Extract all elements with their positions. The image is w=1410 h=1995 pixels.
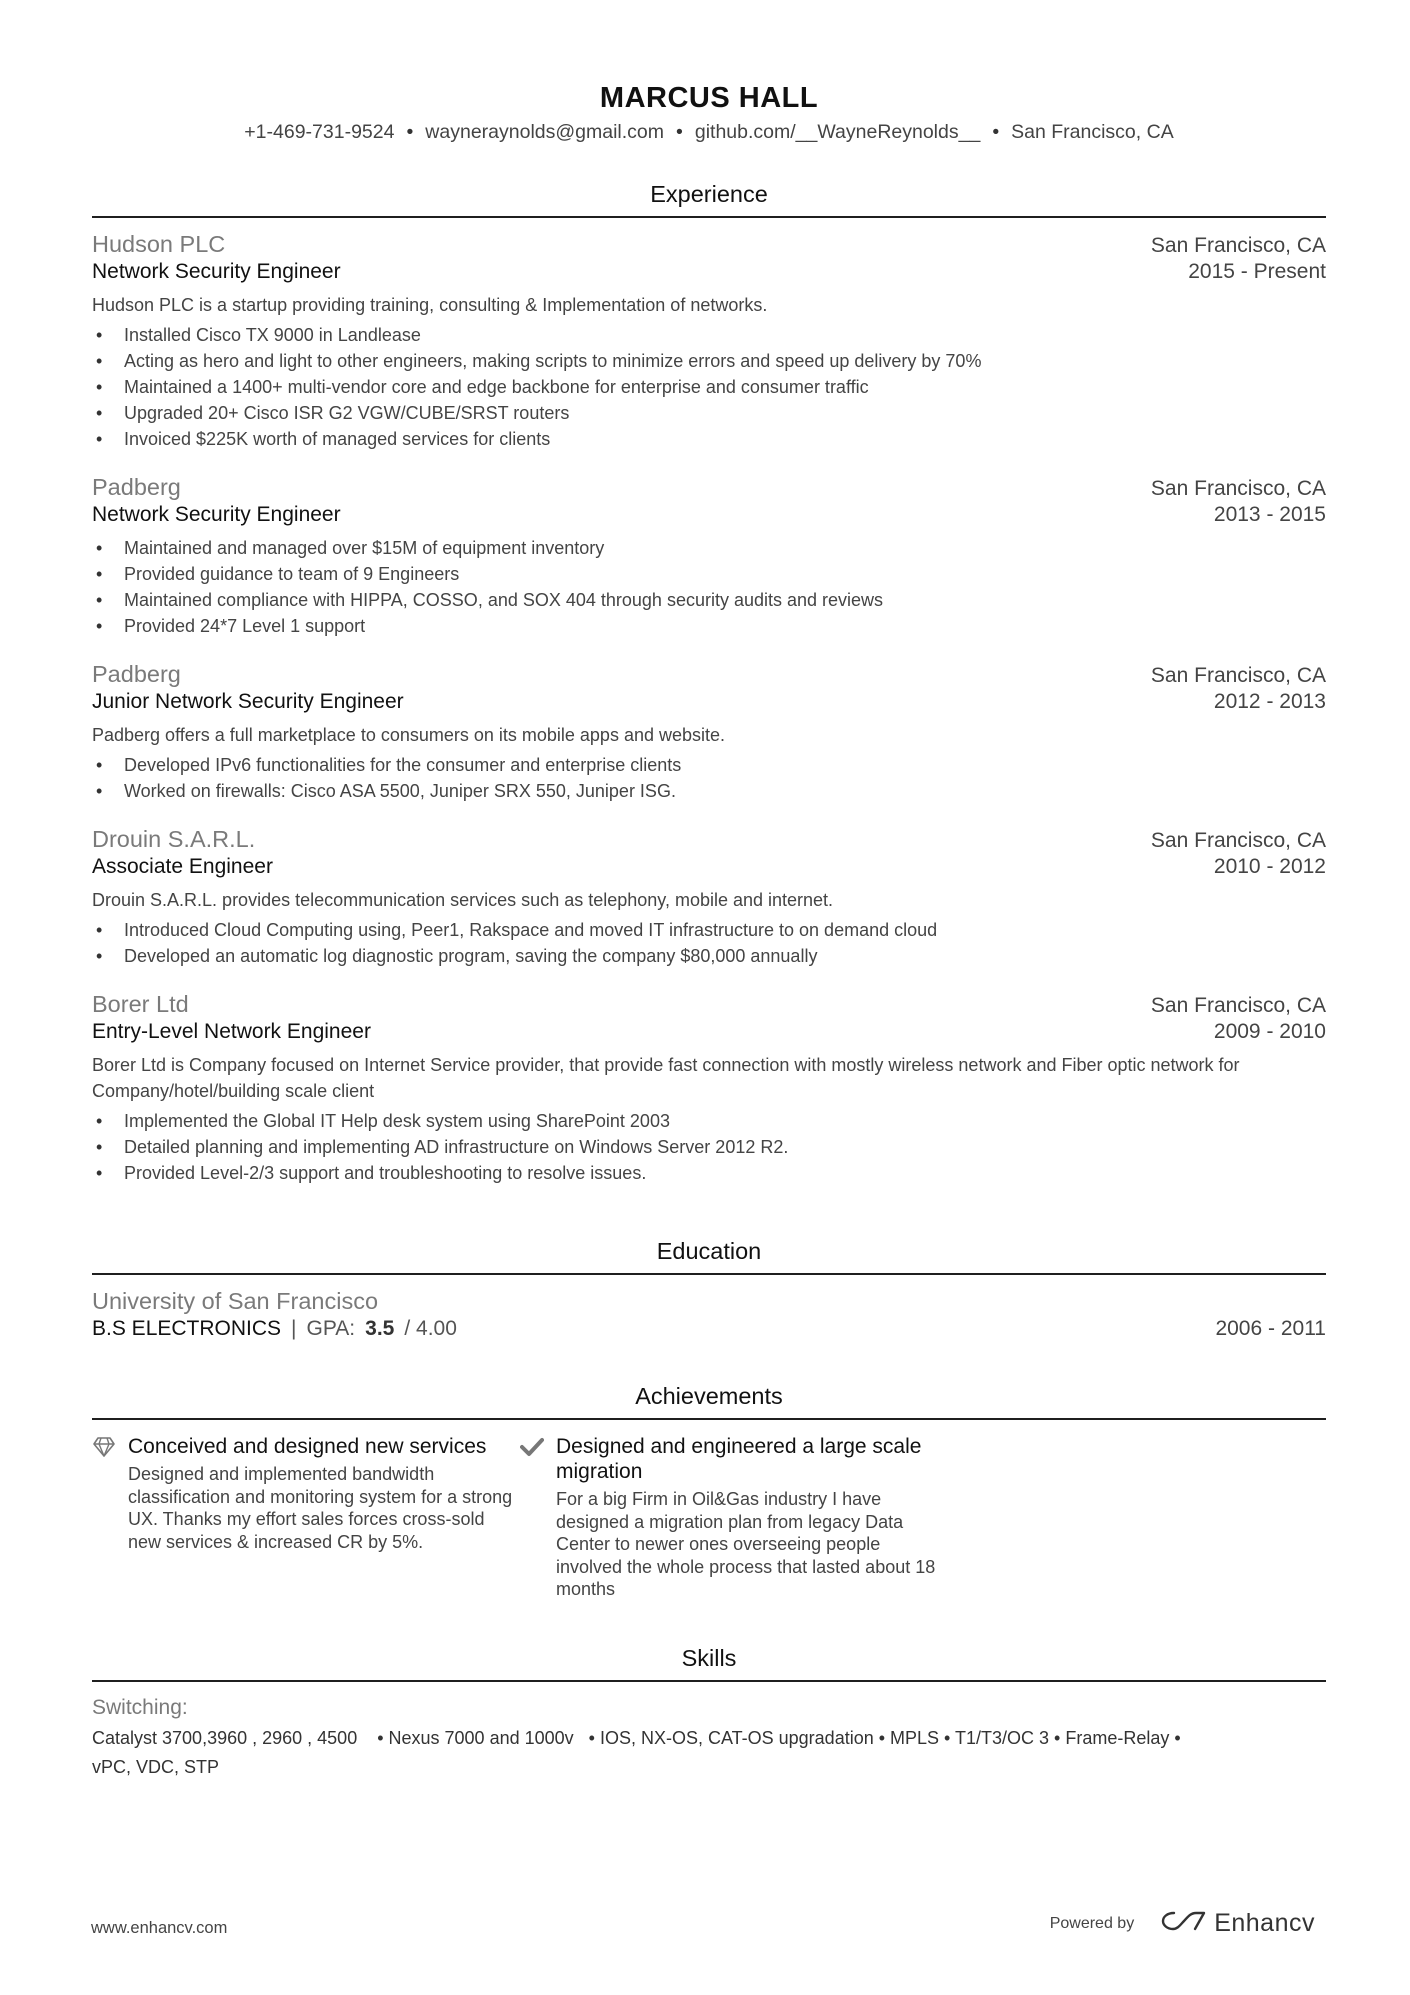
- job-location: San Francisco, CA: [1150, 664, 1326, 687]
- job-title: Network Security Engineer: [92, 260, 341, 283]
- section-title-experience: Experience: [92, 181, 1326, 218]
- github-link[interactable]: github.com/__WayneReynolds__: [694, 121, 981, 143]
- achievement-text: For a big Firm in Oil&Gas industry I have designed a migration plan from legacy Data Center to newer ones overseeing people involved the whole process that lasted about 18 months: [556, 1489, 936, 1599]
- section-title-achievements: Achievements: [92, 1383, 1326, 1420]
- company-description: Hudson PLC is a startup providing training, consulting & Implementation of networks.: [92, 295, 768, 315]
- bullet-list: [92, 752, 1326, 804]
- skill-label: Switching:: [92, 1695, 188, 1719]
- section-title-skills: Skills: [92, 1645, 1326, 1682]
- list-item: • Upgraded 20+ Cisco ISR G2 VGW/CUBE/SRST routers: [92, 400, 1326, 426]
- email[interactable]: wayneraynolds@gmail.com: [425, 121, 665, 143]
- footer-website[interactable]: www.enhancv.com: [91, 1919, 228, 1937]
- list-item: • Implemented the Global IT Help desk system using SharePoint 2003: [92, 1108, 1326, 1134]
- list-item: • Developed an automatic log diagnostic program, saving the company $80,000 annually: [92, 943, 1326, 969]
- bullet-list: [92, 535, 1326, 639]
- achievement-item: [92, 1434, 520, 1601]
- achievement-text: Designed and implemented bandwidth classification and monitoring system for a strong UX. Thanks my effort sales forces cross-sold new services & increased CR by 5%.: [128, 1464, 513, 1552]
- list-item: • Provided Level-2/3 support and troubleshooting to resolve issues.: [92, 1160, 1326, 1186]
- achievements-list: [92, 1434, 1326, 1601]
- degree: B.S ELECTRONICS: [92, 1317, 282, 1340]
- list-item: • Provided 24*7 Level 1 support: [92, 613, 1326, 639]
- list-item: • Invoiced $225K worth of managed services for clients: [92, 426, 1326, 452]
- diamond-icon: [92, 1434, 128, 1601]
- job-title: Network Security Engineer: [92, 503, 341, 526]
- job-location: San Francisco, CA: [1150, 829, 1326, 852]
- company-name: Padberg: [92, 661, 181, 687]
- company-description: Borer Ltd is Company focused on Internet Service provider, that provide fast connection with mostly wireless network and Fiber optic network for Company/hotel/building scale client: [92, 1055, 1240, 1101]
- experience-item: [92, 991, 1326, 1186]
- list-item: • Acting as hero and light to other engineers, making scripts to minimize errors and speed up delivery by 70%: [92, 348, 1326, 374]
- skill-list: [92, 1724, 1326, 1782]
- bullet-list: [92, 917, 1326, 969]
- powered-by-label: Powered by: [1049, 1914, 1135, 1932]
- experience-item: [92, 661, 1326, 804]
- company-name: Drouin S.A.R.L.: [92, 826, 256, 852]
- list-item: • Introduced Cloud Computing using, Peer1, Rakspace and moved IT infrastructure to on demand cloud: [92, 917, 1326, 943]
- achievement-title: Conceived and designed new services: [128, 1435, 487, 1458]
- job-location: San Francisco, CA: [1150, 477, 1326, 500]
- job-location: San Francisco, CA: [1150, 994, 1326, 1017]
- bullet-list: [92, 1108, 1326, 1186]
- enhancv-logo-icon: [1160, 1908, 1206, 1939]
- experience-item: [92, 231, 1326, 452]
- bullet-list: [92, 322, 1326, 452]
- job-title: Associate Engineer: [92, 855, 273, 878]
- experience-item: [92, 474, 1326, 639]
- list-item: • Developed IPv6 functionalities for the consumer and enterprise clients: [92, 752, 1326, 778]
- job-title: Entry-Level Network Engineer: [92, 1020, 371, 1043]
- school-name: University of San Francisco: [92, 1288, 379, 1314]
- company-name: Hudson PLC: [92, 231, 226, 257]
- footer-branding: [1050, 1908, 1315, 1939]
- phone[interactable]: +1-469-731-9524: [244, 121, 395, 143]
- list-item: • Installed Cisco TX 9000 in Landlease: [92, 322, 1326, 348]
- company-name: Padberg: [92, 474, 181, 500]
- skill-line: vPC, VDC, STP: [92, 1756, 220, 1777]
- company-description: Drouin S.A.R.L. provides telecommunication services such as telephony, mobile and internet.: [92, 890, 834, 910]
- list-item: • Worked on firewalls: Cisco ASA 5500, Juniper SRX 550, Juniper ISG.: [92, 778, 1326, 804]
- list-item: • Maintained and managed over $15M of equipment inventory: [92, 535, 1326, 561]
- gpa-label: GPA:: [306, 1317, 356, 1340]
- job-dates: 2015 - Present: [1188, 260, 1326, 283]
- list-item: • Detailed planning and implementing AD infrastructure on Windows Server 2012 R2.: [92, 1134, 1326, 1160]
- education-dates: 2006 - 2011: [1215, 1317, 1326, 1340]
- job-dates: 2013 - 2015: [1213, 503, 1326, 526]
- job-dates: 2012 - 2013: [1213, 690, 1326, 713]
- gpa-max: / 4.00: [404, 1317, 457, 1340]
- job-dates: 2010 - 2012: [1213, 855, 1326, 878]
- list-item: • Maintained a 1400+ multi-vendor core and edge backbone for enterprise and consumer traffic: [92, 374, 1326, 400]
- list-item: • Provided guidance to team of 9 Engineers: [92, 561, 1326, 587]
- company-description: Padberg offers a full marketplace to consumers on its mobile apps and website.: [92, 725, 726, 745]
- contact-line: +1-469-731-9524 • wayneraynolds@gmail.com • github.com/__WayneReynolds__ • San Francisco, CA: [244, 121, 1174, 143]
- section-title-education: Education: [92, 1238, 1326, 1275]
- job-title: Junior Network Security Engineer: [92, 690, 404, 713]
- job-dates: 2009 - 2010: [1213, 1020, 1326, 1043]
- gpa-value: 3.5: [365, 1317, 395, 1340]
- list-item: • Maintained compliance with HIPPA, COSSO, and SOX 404 through security audits and reviews: [92, 587, 1326, 613]
- achievement-title: Designed and engineered a large scale migration: [556, 1435, 922, 1483]
- achievement-item: [520, 1434, 948, 1601]
- education-item: [92, 1288, 1326, 1341]
- skill-group: [92, 1696, 1326, 1782]
- resume-page: [92, 0, 1326, 1782]
- job-location: San Francisco, CA: [1150, 234, 1326, 257]
- location: San Francisco, CA: [1011, 121, 1174, 143]
- enhancv-brand: Enhancv: [1214, 1909, 1315, 1937]
- skill-line: Catalyst 3700,3960 , 2960 , 4500 • Nexus 7000 and 1000v • IOS, NX-OS, CAT-OS upgradation • MPLS • T1/T3/OC 3 • Frame-Relay •: [92, 1727, 1181, 1748]
- degree-line: B.S ELECTRONICS | GPA: 3.5 / 4.00: [92, 1317, 457, 1340]
- checkmark-icon: [520, 1434, 556, 1601]
- experience-item: [92, 826, 1326, 969]
- company-name: Borer Ltd: [92, 991, 189, 1017]
- candidate-name: MARCUS HALL: [599, 82, 819, 114]
